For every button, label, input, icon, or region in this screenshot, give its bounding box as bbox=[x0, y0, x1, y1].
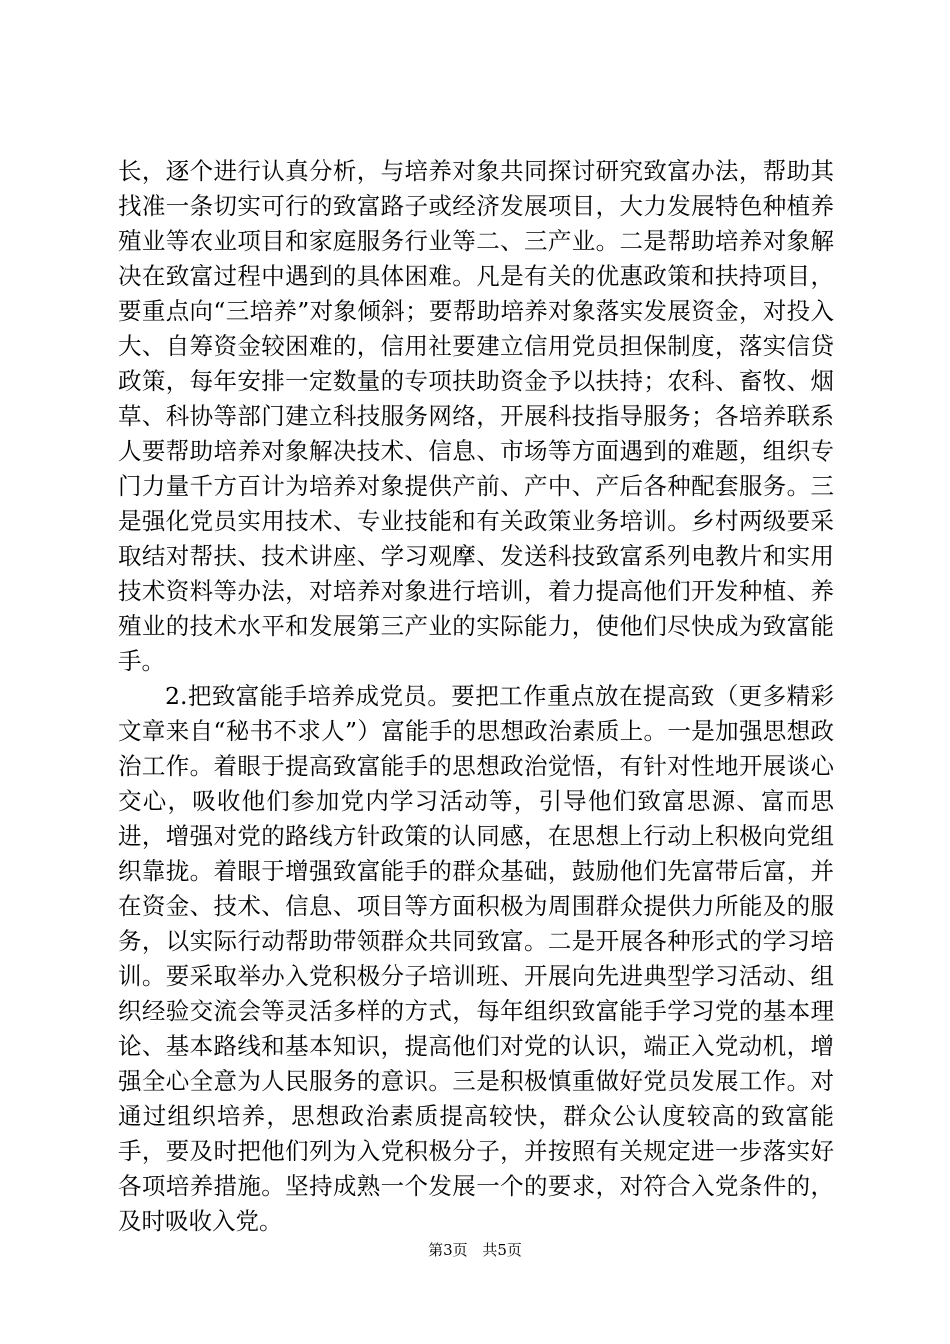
body-paragraph-2: 2.把致富能手培养成党员。要把工作重点放在提高致（更多精彩文章来自“秘书不求人”）富能手的思想政治素质上。一是加强思想政治工作。着眼于提高致富能手的思想政治觉悟，有针对性地开展谈心交心，吸收他们参加党内学习活动等，引导他们致富思源、富而思进，增强对党的路线方针政策的认同感，在思想上行动上积极向党组织靠拢。着眼于增强致富能手的群众基础，鼓励他们先富带后富，并在资金、技术、信息、项目等方面积极为周围群众提供力所能及的服务，以实际行动帮助带领群众共同致富。二是开展各种形式的学习培训。要采取举办入党积极分子培训班、开展向先进典型学习活动、组织经验交流会等灵活多样的方式，每年组织致富能手学习党的基本理论、基本路线和基本知识，提高他们对党的认识，端正入党动机，增强全心全意为人民服务的意识。三是积极慎重做好党员发展工作。对通过组织培养，思想政治素质提高较快，群众公认度较高的致富能手，要及时把他们列为入党积极分子，并按照有关规定进一步落实好各项培养措施。坚持成熟一个发展一个的要求，对符合入党条件的，及时吸收入党。 bbox=[118, 682, 834, 1235]
document-page bbox=[118, 154, 834, 1239]
page-footer bbox=[0, 1240, 950, 1260]
page-total: 共5页 bbox=[482, 1241, 522, 1259]
body-paragraph-1: 长，逐个进行认真分析，与培养对象共同探讨研究致富办法，帮助其找准一条切实可行的致富路子或经济发展项目，大力发展特色种植养殖业等农业项目和家庭服务行业等二、三产业。二是帮助培养对象解决在致富过程中遇到的具体困难。凡是有关的优惠政策和扶持项目，要重点向“三培养”对象倾斜；要帮助培养对象落实发展资金，对投入大、自筹资金较困难的，信用社要建立信用党员担保制度，落实信贷政策，每年安排一定数量的专项扶助资金予以扶持；农科、畜牧、烟草、科协等部门建立科技服务网络，开展科技指导服务；各培养联系人要帮助培养对象解决技术、信息、市场等方面遇到的难题，组织专门力量千方百计为培养对象提供产前、产中、产后各种配套服务。三是强化党员实用技术、专业技能和有关政策业务培训。乡村两级要采取结对帮扶、技术讲座、学习观摩、发送科技致富系列电教片和实用技术资料等办法，对培养对象进行培训，着力提高他们开发种植、养殖业的技术水平和发展第三产业的实际能力，使他们尽快成为致富能手。 bbox=[118, 157, 834, 675]
page-number: 第3页 bbox=[428, 1241, 468, 1259]
